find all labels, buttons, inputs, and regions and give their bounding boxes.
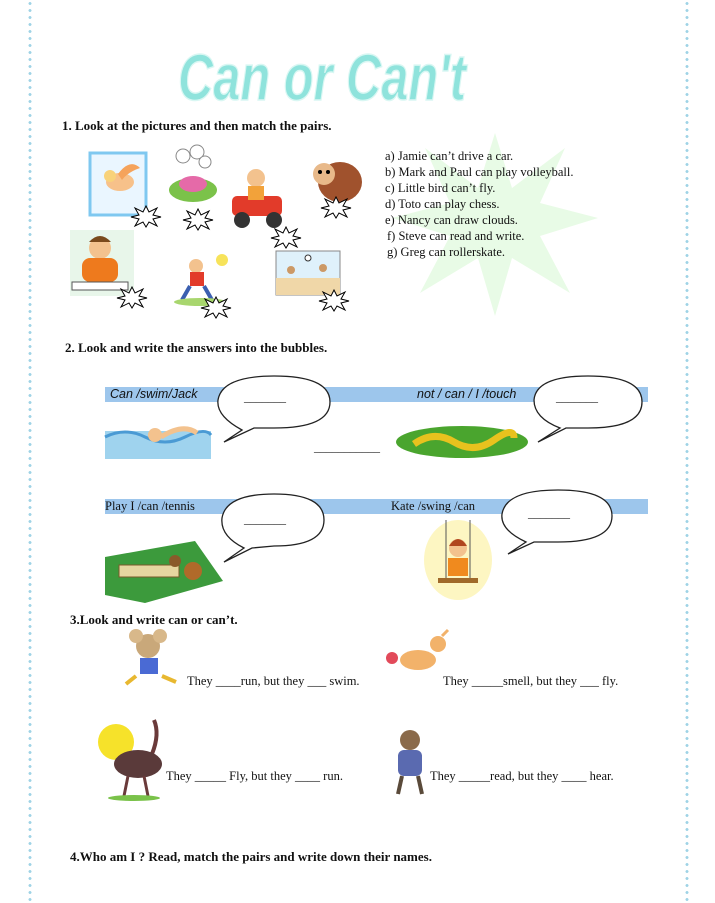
sentence-cat: They _____smell, but they ___ fly. bbox=[443, 674, 619, 688]
swimmer-picture bbox=[105, 417, 211, 459]
bubble-2-blank: _______ bbox=[556, 390, 598, 404]
mouse-picture bbox=[118, 628, 188, 688]
speech-bubble-1[interactable] bbox=[214, 372, 334, 444]
sentence-mouse: They ____run, but they ___ swim. bbox=[187, 674, 360, 688]
girl-swing-picture bbox=[420, 518, 496, 604]
star-label-6 bbox=[200, 296, 232, 318]
ostrich-picture bbox=[98, 714, 168, 802]
sentence-ostrich: They _____ Fly, but they ____ run. bbox=[166, 769, 343, 783]
car-driver-picture bbox=[226, 162, 292, 232]
option-c: c) Little bird can’t fly. bbox=[385, 181, 496, 195]
option-f: f) Steve can read and write. bbox=[387, 229, 525, 243]
bubble-4-blank: _______ bbox=[528, 506, 570, 520]
snake-blank: ___________ bbox=[314, 440, 380, 454]
section1-heading: 1. Look at the pictures and then match the pairs. bbox=[62, 118, 332, 133]
snake-picture bbox=[394, 424, 530, 460]
section3-heading: 3.Look and write can or can’t. bbox=[70, 612, 238, 627]
option-e: e) Nancy can draw clouds. bbox=[385, 213, 518, 227]
prompt-not-can-touch: not / can / I /touch bbox=[417, 387, 517, 401]
bubble-3-blank: _______ bbox=[244, 512, 286, 526]
section4-heading: 4.Who am I ? Read, match the pairs and write down their names. bbox=[70, 849, 432, 864]
star-label-5 bbox=[116, 286, 148, 308]
clouds-picture bbox=[165, 142, 225, 212]
option-g: g) Greg can rollerskate. bbox=[387, 245, 505, 259]
speech-bubble-4[interactable] bbox=[498, 486, 616, 556]
speech-bubble-3[interactable] bbox=[218, 490, 328, 564]
tennis-picture bbox=[105, 541, 223, 603]
section2-heading: 2. Look and write the answers into the bubbles. bbox=[65, 340, 328, 355]
star-label-4 bbox=[320, 196, 352, 218]
star-label-2 bbox=[182, 208, 214, 230]
star-label-1 bbox=[130, 205, 162, 227]
page-border-right bbox=[684, 0, 690, 903]
sentence-creature: They _____read, but they ____ hear. bbox=[430, 769, 614, 783]
option-a: a) Jamie can’t drive a car. bbox=[385, 149, 514, 163]
page-border-left bbox=[27, 0, 33, 903]
speech-bubble-2[interactable] bbox=[530, 372, 646, 444]
creature-picture bbox=[384, 726, 432, 798]
prompt-kate-swing: Kate /swing /can bbox=[391, 499, 476, 513]
star-label-7 bbox=[318, 289, 350, 311]
prompt-play-tennis: Play I /can /tennis bbox=[105, 499, 195, 513]
option-d: d) Toto can play chess. bbox=[385, 197, 500, 211]
option-b: b) Mark and Paul can play volleyball. bbox=[385, 165, 574, 179]
page-title bbox=[172, 36, 472, 116]
title-text: Can or Can't bbox=[178, 40, 469, 114]
bubble-1-blank: _______ bbox=[244, 390, 286, 404]
prompt-swim-jack: Can /swim/Jack bbox=[110, 387, 198, 401]
star-label-3 bbox=[270, 226, 302, 248]
cat-picture bbox=[382, 628, 452, 674]
